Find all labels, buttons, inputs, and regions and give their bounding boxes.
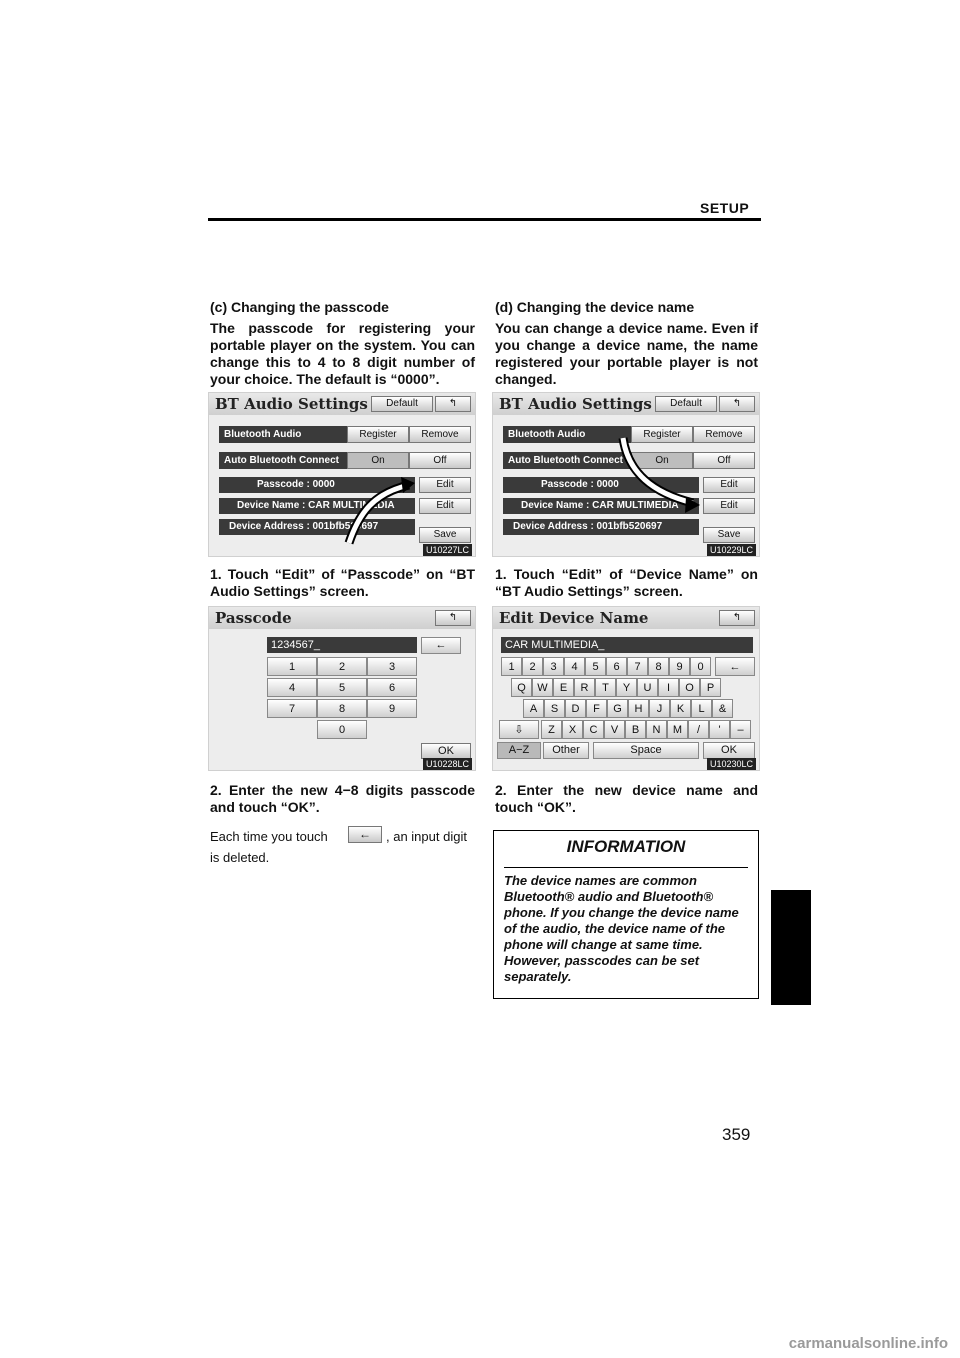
backspace-icon-inline (348, 826, 382, 843)
key-r[interactable]: R (574, 678, 595, 697)
figure-code: U10227LC (423, 544, 472, 556)
register-button[interactable]: Register (347, 426, 409, 443)
back-icon: ↰ (732, 612, 742, 623)
device-name-edit-button[interactable]: Edit (419, 498, 471, 514)
key-1[interactable]: 1 (267, 657, 317, 676)
edit-device-name-screen (492, 606, 760, 771)
passcode-field: Passcode : 0000 (503, 477, 699, 493)
key-0[interactable]: 0 (317, 720, 367, 739)
note-before: Each time you touch (210, 829, 328, 844)
backspace-button[interactable] (421, 637, 461, 654)
key-c[interactable]: C (583, 720, 604, 739)
key-4[interactable]: 4 (267, 678, 317, 697)
key-z[interactable]: Z (541, 720, 562, 739)
key-5[interactable]: 5 (585, 657, 606, 676)
key-3[interactable]: 3 (367, 657, 417, 676)
bluetooth-audio-label: Bluetooth Audio (503, 426, 631, 443)
back-button[interactable] (435, 610, 471, 626)
key-symbol[interactable]: & (712, 699, 733, 718)
backspace-button[interactable] (715, 657, 755, 676)
back-button[interactable] (719, 610, 755, 626)
key-k[interactable]: K (670, 699, 691, 718)
key-y[interactable]: Y (616, 678, 637, 697)
key-p[interactable]: P (700, 678, 721, 697)
information-body: The device names are common Bluetooth® audio and Bluetooth® phone. If you change the device name of the audio, the device name of the phone will change at same time. However, passcodes can be set separately. (504, 873, 739, 984)
ok-button[interactable]: OK (703, 742, 755, 759)
pointer-arrow (209, 393, 475, 556)
device-name-edit-button[interactable]: Edit (703, 498, 755, 514)
key-9[interactable]: 9 (669, 657, 690, 676)
key-q[interactable]: Q (511, 678, 532, 697)
backspace-icon: ← (729, 661, 741, 673)
key-symbol[interactable]: / (688, 720, 709, 739)
key-l[interactable]: L (691, 699, 712, 718)
bluetooth-audio-label: Bluetooth Audio (219, 426, 347, 443)
key-s[interactable]: S (544, 699, 565, 718)
default-button[interactable]: Default (371, 396, 433, 412)
key-d[interactable]: D (565, 699, 586, 718)
key-6[interactable]: 6 (606, 657, 627, 676)
key-3[interactable]: 3 (543, 657, 564, 676)
remove-button[interactable]: Remove (693, 426, 755, 443)
key-2[interactable]: 2 (522, 657, 543, 676)
heading-passcode: (c) Changing the passcode (210, 299, 389, 315)
information-rule (504, 867, 748, 868)
back-icon: ↰ (448, 398, 458, 409)
key-a[interactable]: A (523, 699, 544, 718)
remove-button[interactable]: Remove (409, 426, 471, 443)
passcode-edit-button[interactable]: Edit (703, 477, 755, 493)
key-8[interactable]: 8 (317, 699, 367, 718)
key-4[interactable]: 4 (564, 657, 585, 676)
key-8[interactable]: 8 (648, 657, 669, 676)
off-button[interactable]: Off (409, 452, 471, 469)
passcode-input[interactable]: 1234567_ (267, 637, 417, 653)
device-address-field: Device Address : 001bfb520697 (219, 519, 415, 535)
step1-device-name: 1. Touch “Edit” of “Device Name” on “BT Audio Settings” screen. (495, 566, 758, 599)
register-button[interactable]: Register (631, 426, 693, 443)
passcode-screen (208, 606, 476, 771)
back-icon: ↰ (448, 612, 458, 623)
screen-title: Edit Device Name (499, 609, 649, 627)
key-o[interactable]: O (679, 678, 700, 697)
key-6[interactable]: 6 (367, 678, 417, 697)
key-5[interactable]: 5 (317, 678, 367, 697)
key-g[interactable]: G (607, 699, 628, 718)
key-symbol[interactable]: – (730, 720, 751, 739)
device-address-field: Device Address : 001bfb520697 (503, 519, 699, 535)
device-name-input[interactable]: CAR MULTIMEDIA_ (501, 637, 753, 653)
heading-device-name: (d) Changing the device name (495, 299, 695, 315)
key-9[interactable]: 9 (367, 699, 417, 718)
off-button[interactable]: Off (693, 452, 755, 469)
key-v[interactable]: V (604, 720, 625, 739)
figure-code: U10229LC (707, 544, 756, 556)
step2-device-name: 2. Enter the new device name and touch “OK”. (495, 782, 758, 815)
figure-code: U10230LC (707, 758, 756, 770)
save-button[interactable]: Save (419, 527, 471, 543)
screen-title: BT Audio Settings (215, 395, 368, 413)
key-1[interactable]: 1 (501, 657, 522, 676)
backspace-icon: ← (435, 639, 447, 651)
note-after-1: , an input digit (386, 829, 467, 844)
header-rule (208, 218, 761, 221)
information-box (493, 830, 759, 999)
auto-connect-label: Auto Bluetooth Connect (219, 452, 347, 469)
chapter-tab (771, 890, 811, 1005)
screen-title: BT Audio Settings (499, 395, 652, 413)
key-symbol[interactable]: ' (709, 720, 730, 739)
key-7[interactable]: 7 (627, 657, 648, 676)
other-button[interactable]: Other (543, 742, 589, 759)
key-i[interactable]: I (658, 678, 679, 697)
screen-title: Passcode (215, 609, 292, 627)
device-name-field: Device Name : CAR MULTIMEDIA (503, 498, 699, 514)
key-e[interactable]: E (553, 678, 574, 697)
key-w[interactable]: W (532, 678, 553, 697)
page-number: 359 (722, 1125, 751, 1144)
intro-passcode: The passcode for registering your portable player on the system. You can change this to 4 to 8 digit number of your choice. The default is “0000”. (210, 320, 475, 387)
step2-passcode: 2. Enter the new 4−8 digits passcode and touch “OK”. (210, 782, 475, 815)
figure-code: U10228LC (423, 758, 472, 770)
passcode-edit-button[interactable]: Edit (419, 477, 471, 493)
bt-settings-screen-b (492, 392, 760, 557)
bt-settings-screen-a (208, 392, 476, 557)
watermark: carmanualsonline.info (788, 1335, 948, 1352)
pointer-arrow (493, 393, 759, 556)
shift-button[interactable] (499, 720, 539, 739)
step1-passcode: 1. Touch “Edit” of “Passcode” on “BT Audio Settings” screen. (210, 566, 475, 599)
auto-connect-label: Auto Bluetooth Connect (503, 452, 631, 469)
key-j[interactable]: J (649, 699, 670, 718)
backspace-icon: ← (359, 827, 371, 841)
note-after-2: is deleted. (210, 850, 270, 865)
save-button[interactable]: Save (703, 527, 755, 543)
back-icon: ↰ (732, 398, 742, 409)
key-7[interactable]: 7 (267, 699, 317, 718)
space-button[interactable]: Space (593, 742, 699, 759)
key-b[interactable]: B (625, 720, 646, 739)
intro-device-name: You can change a device name. Even if you change a device name, the name registered your portable player is not changed. (495, 320, 758, 387)
key-t[interactable]: T (595, 678, 616, 697)
passcode-field: Passcode : 0000 (219, 477, 415, 493)
on-button[interactable]: On (631, 452, 693, 469)
section-title: SETUP (700, 200, 750, 216)
key-h[interactable]: H (628, 699, 649, 718)
key-m[interactable]: M (667, 720, 688, 739)
information-title: INFORMATION (566, 837, 686, 856)
key-0[interactable]: 0 (690, 657, 711, 676)
key-f[interactable]: F (586, 699, 607, 718)
device-name-field: Device Name : CAR MULTIMEDIA (219, 498, 415, 514)
key-x[interactable]: X (562, 720, 583, 739)
az-button[interactable]: A−Z (497, 742, 541, 759)
shift-icon: ⇩ (514, 724, 524, 736)
on-button[interactable]: On (347, 452, 409, 469)
ok-button[interactable]: OK (421, 743, 471, 759)
key-u[interactable]: U (637, 678, 658, 697)
key-n[interactable]: N (646, 720, 667, 739)
default-button[interactable]: Default (655, 396, 717, 412)
key-2[interactable]: 2 (317, 657, 367, 676)
